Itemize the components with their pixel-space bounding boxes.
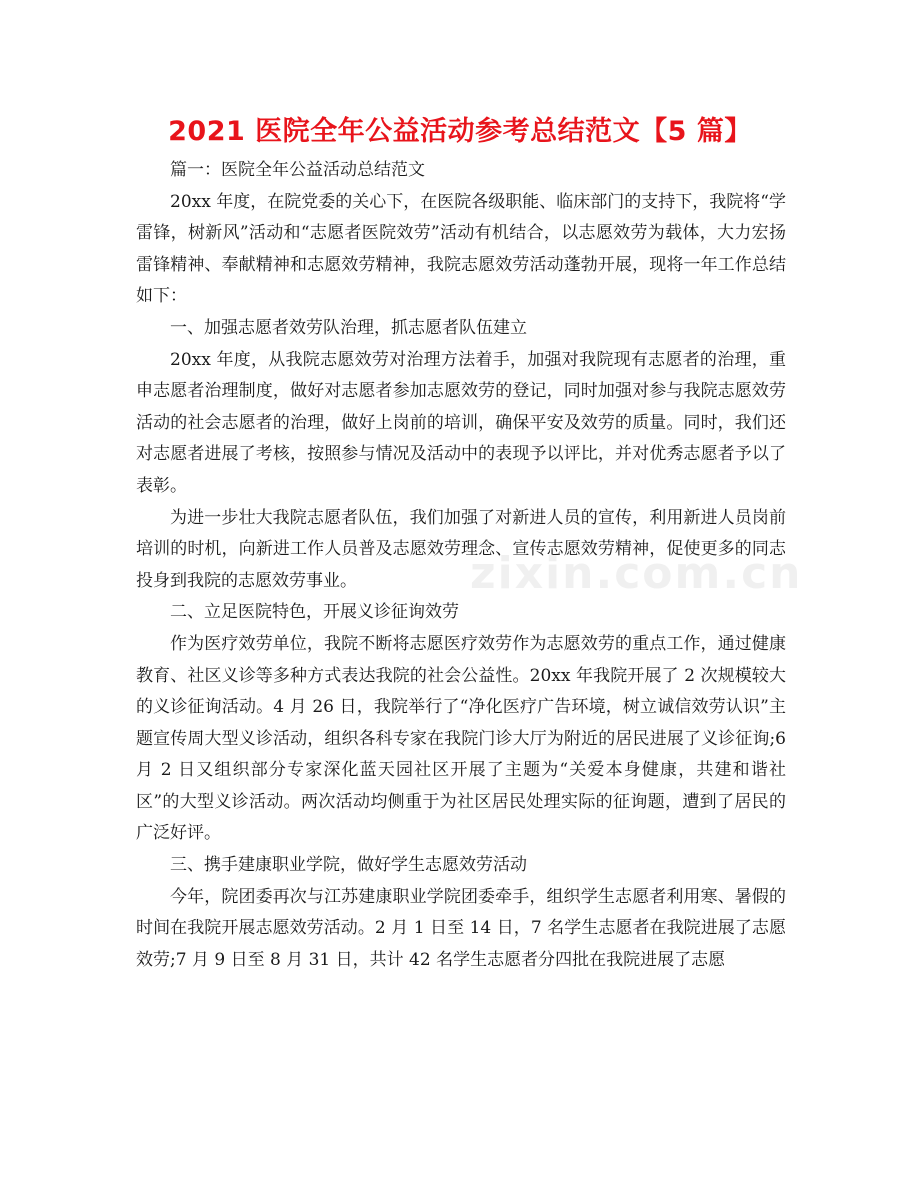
watermark: zixin.com.cn xyxy=(470,548,803,599)
paragraph-free-clinic: 作为医疗效劳单位，我院不断将志愿医疗效劳作为志愿效劳的重点工作，通过健康教育、社区义诊等多种方式表达我院的社会公益性。20xx 年我院开展了 2 次规模较大的义诊征询活动。4 月 26 日，我院举行了“净化医疗广告环境，树立诚信效劳认识”主题宣传周大型义诊活动，组织各科专家在我院门诊大厅为附近的居民进展了义诊征询;6 月 2 日又组织部分专家深化蓝天园社区开展了主题为“关爱本身健康，共建和谐社区”的大型义诊活动。两次活动均侧重于为社区居民处理实际的征询题，遭到了居民的广泛好评。 xyxy=(136,633,786,844)
section-heading-1: 一、加强志愿者效劳队治理，抓志愿者队伍建立 xyxy=(170,317,527,338)
section-heading-2: 二、立足医院特色，开展义诊征询效劳 xyxy=(170,602,459,623)
paragraph-volunteer-recruitment: 为进一步壮大我院志愿者队伍，我们加强了对新进人员的宣传，利用新进人员岗前培训的时机，向新进工作人员普及志愿效劳理念、宣传志愿效劳精神，促使更多的同志投身到我院的志愿效劳事业。 xyxy=(136,507,786,591)
paragraph-intro: 20xx 年度，在院党委的关心下，在医院各级职能、临床部门的支持下，我院将“学雷锋，树新风”活动和“志愿者医院效劳”活动有机结合，以志愿效劳为载体，大力宏扬雷锋精神、奉献精神和志愿效劳精神，我院志愿效劳活动蓬勃开展，现将一年工作总结如下： xyxy=(136,191,786,307)
section-heading-part-one: 篇一：医院全年公益活动总结范文 xyxy=(170,160,425,180)
paragraph-volunteer-management: 20xx 年度，从我院志愿效劳对治理方法着手，加强对我院现有志愿者的治理，重申志愿者治理制度，做好对志愿者参加志愿效劳的登记，同时加强对参与我院志愿效劳活动的社会志愿者的治理，做好上岗前的培训，确保平安及效劳的质量。同时，我们还对志愿者进展了考核，按照参与情况及活动中的表现予以评比，并对优秀志愿者予以了表彰。 xyxy=(136,349,786,496)
section-heading-3: 三、携手建康职业学院，做好学生志愿效劳活动 xyxy=(170,855,527,876)
document-body xyxy=(136,155,786,976)
document-title: 2021 医院全年公益活动参考总结范文【5 篇】 xyxy=(168,116,752,147)
paragraph-student-volunteers: 今年，院团委再次与江苏建康职业学院团委牵手，组织学生志愿者利用寒、暑假的时间在我院开展志愿效劳活动。2 月 1 日至 14 日，7 名学生志愿者在我院进展了志愿效劳;7 月 9 日至 8 月 31 日，共计 42 名学生志愿者分四批在我院进展了志愿 xyxy=(136,886,786,970)
